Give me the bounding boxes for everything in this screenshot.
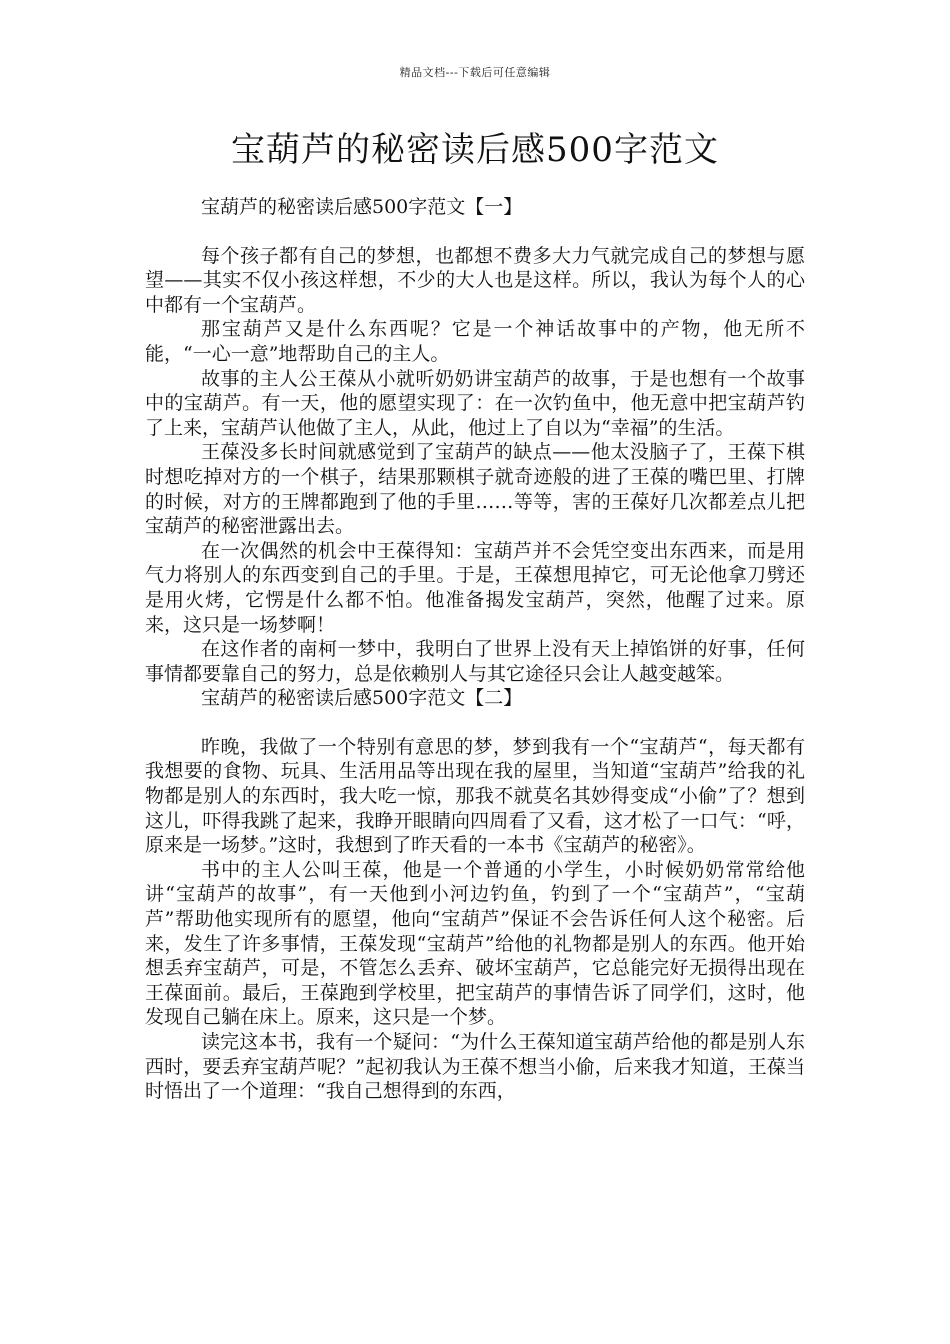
section-2-title: 宝葫芦的秘密读后感500字范文【二】 [201,687,523,710]
page-header: 精品文档---下载后可任意编辑 [399,66,551,79]
paragraph: 书中的主人公叫王葆，他是一个普通的小学生，小时候奶奶常常给他讲“宝葫芦的故事”，有一天他到小河边钓鱼，钓到了一个“宝葫芦”，“宝葫芦”帮助他实现所有的愿望，他向“宝葫芦”保证不会告诉任何人这个秘密。后来，发生了许多事情，王葆发现“宝葫芦”给他的礼物都是别人的东西。他开始想丢弃宝葫芦，可是，不管怎么丢弃、破坏宝葫芦，它总能完好无损得出现在王葆面前。最后，王葆跑到学校里，把宝葫芦的事情告诉了同学们，这时，他发现自己躺在床上。原来，这只是一个梦。 [145,858,805,1029]
section-1-title: 宝葫芦的秘密读后感500字范文【一】 [201,196,523,218]
paragraph: 在一次偶然的机会中王葆得知：宝葫芦并不会凭空变出东西来，而是用气力将别人的东西变到自己的手里。于是，王葆想甩掉它，可无论他拿刀劈还是用火烤，它愣是什么都不怕。他准备揭发宝葫芦，突然，他醒了过来。原来，这只是一场梦啊！ [145,539,805,636]
paragraph: 每个孩子都有自己的梦想，也都想不费多大力气就完成自己的梦想与愿望——其实不仅小孩这样想，不少的大人也是这样。所以，我认为每个人的心中都有一个宝葫芦。 [145,244,805,316]
document-body [145,195,805,1104]
paragraph: 故事的主人公王葆从小就听奶奶讲宝葫芦的故事，于是也想有一个故事中的宝葫芦。有一天，他的愿望实现了：在一次钓鱼中，他无意中把宝葫芦钓了上来，宝葫芦认他做了主人，从此，他过上了自以为“幸福”的生活。 [145,367,805,439]
paragraph: 王葆没多长时间就感觉到了宝葫芦的缺点——他太没脑子了，王葆下棋时想吃掉对方的一个棋子，结果那颗棋子就奇迹般的进了王葆的嘴巴里、打牌的时候，对方的王牌都跑到了他的手里……等等，害的王葆好几次都差点儿把宝葫芦的秘密泄露出去。 [145,441,805,538]
paragraph: 读完这本书，我有一个疑问：“为什么王葆知道宝葫芦给他的都是别人东西时，要丢弃宝葫芦呢？”起初我认为王葆不想当小偷，后来我才知道，王葆当时悟出了一个道理：“我自己想得到的东西， [145,1031,805,1103]
paragraph: 昨晚，我做了一个特别有意思的梦，梦到我有一个“宝葫芦“，每天都有我想要的食物、玩具、生活用品等出现在我的屋里，当知道“宝葫芦”给我的礼物都是别人的东西时，我大吃一惊，那我不就莫名其妙得变成“小偷”了？想到这儿，吓得我跳了起来，我睁开眼睛向四周看了又看，这才松了一口气：“呼，原来是一场梦。”这时，我想到了昨天看的一本书《宝葫芦的秘密》。 [145,735,805,857]
paragraph: 在这作者的南柯一梦中，我明白了世界上没有天上掉馅饼的好事，任何事情都要靠自己的努力，总是依赖别人与其它途径只会让人越变越笨。 [145,638,805,685]
paragraph: 那宝葫芦又是什么东西呢？它是一个神话故事中的产物，他无所不能，“一心一意”地帮助自己的主人。 [145,318,805,365]
document-title: 宝葫芦的秘密读后感500字范文 [231,130,719,170]
